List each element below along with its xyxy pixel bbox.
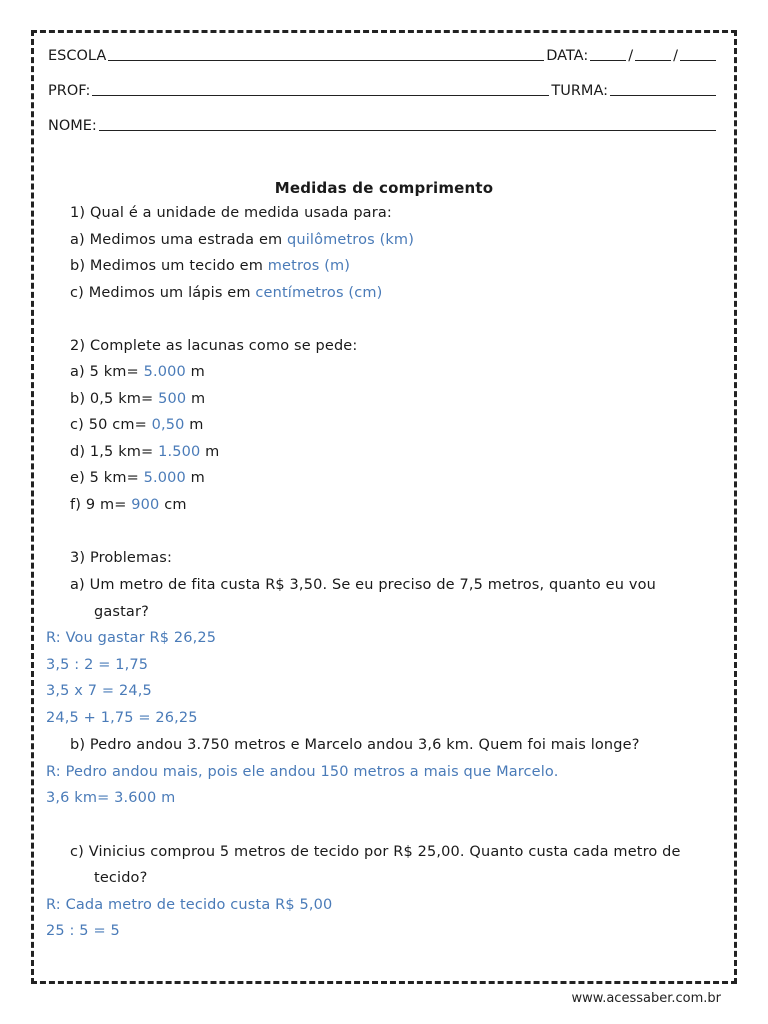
q1-item-answer: quilômetros (km) [287, 232, 415, 248]
q2-item [70, 417, 734, 433]
year-blank [680, 59, 716, 61]
q2-item [70, 444, 734, 460]
q2-item-unit: m [184, 417, 204, 433]
q2-item-text: c) 50 cm= [70, 417, 152, 433]
q1-item [70, 285, 734, 301]
escola-blank [108, 59, 544, 61]
q2-item-text: d) 1,5 km= [70, 444, 159, 460]
q2-item-unit: m [186, 391, 206, 407]
turma-blank [610, 94, 716, 96]
q1-item-text: b) Medimos um tecido em [70, 258, 268, 274]
q3c-answer: R: Cada metro de tecido custa R$ 5,00 [46, 897, 333, 913]
footer-url: www.acessaber.com.br [571, 991, 721, 1006]
q2-item-answer: 0,50 [151, 417, 185, 433]
q2-item-unit: m [185, 364, 205, 380]
q2-item-text: b) 0,5 km= [70, 391, 159, 407]
q1-item [70, 258, 734, 274]
q3a-calc: 24,5 + 1,75 = 26,25 [46, 710, 198, 726]
q2-item [70, 364, 734, 380]
q2-item-unit: m [185, 470, 205, 486]
q1-item [70, 232, 734, 248]
q2-item-text: f) 9 m= [70, 497, 132, 513]
q3a-answer: R: Vou gastar R$ 26,25 [46, 630, 217, 646]
q3a-question-cont: gastar? [94, 604, 149, 620]
q2-item [70, 470, 734, 486]
worksheet-border [31, 30, 737, 984]
data-label: DATA: [546, 48, 589, 64]
q2-item-answer: 5.000 [143, 470, 186, 486]
q3b-question: b) Pedro andou 3.750 metros e Marcelo andou 3,6 km. Quem foi mais longe? [70, 737, 640, 753]
q3b-calc: 3,6 km= 3.600 m [46, 790, 176, 806]
q3b-answer: R: Pedro andou mais, pois ele andou 150 metros a mais que Marcelo. [46, 764, 559, 780]
header-prof-row [48, 79, 718, 99]
day-blank [590, 59, 626, 61]
q2-item-text: a) 5 km= [70, 364, 144, 380]
q3-prompt: 3) Problemas: [70, 550, 173, 566]
date-slash-2: / [673, 48, 678, 64]
header-escola-row [48, 44, 718, 64]
turma-label: TURMA: [551, 83, 608, 99]
prof-blank [92, 94, 549, 96]
q1-item-answer: metros (m) [267, 258, 351, 274]
q1-item-text: c) Medimos um lápis em [70, 285, 256, 301]
q3a-calc: 3,5 : 2 = 1,75 [46, 657, 149, 673]
date-slash-1: / [628, 48, 634, 64]
q3a-question: a) Um metro de fita custa R$ 3,50. Se eu preciso de 7,5 metros, quanto eu vou [70, 577, 656, 593]
q2-item-answer: 1.500 [158, 444, 201, 460]
q3c-question: c) Vinicius comprou 5 metros de tecido por R$ 25,00. Quanto custa cada metro de [70, 844, 681, 860]
q2-item-answer: 5.000 [143, 364, 186, 380]
q1-item-answer: centímetros (cm) [255, 285, 383, 301]
q3c-question-cont: tecido? [94, 870, 148, 886]
q1-item-text: a) Medimos uma estrada em [70, 232, 288, 248]
q1-prompt: 1) Qual é a unidade de medida usada para: [70, 205, 392, 221]
q2-item [70, 391, 734, 407]
nome-blank [99, 129, 716, 131]
worksheet-title: Medidas de comprimento [274, 179, 494, 197]
q2-item-answer: 900 [131, 497, 160, 513]
month-blank [635, 59, 671, 61]
nome-label: NOME: [48, 118, 97, 134]
header-nome-row [48, 114, 718, 134]
q3c-calc: 25 : 5 = 5 [46, 923, 120, 939]
escola-label: ESCOLA [48, 48, 107, 64]
q2-prompt: 2) Complete as lacunas como se pede: [70, 338, 358, 354]
prof-label: PROF: [48, 83, 91, 99]
q2-item-text: e) 5 km= [70, 470, 144, 486]
q3a-calc: 3,5 x 7 = 24,5 [46, 683, 152, 699]
q2-item-unit: m [200, 444, 220, 460]
q2-item [70, 497, 734, 513]
q2-item-answer: 500 [158, 391, 187, 407]
q2-item-unit: cm [159, 497, 187, 513]
